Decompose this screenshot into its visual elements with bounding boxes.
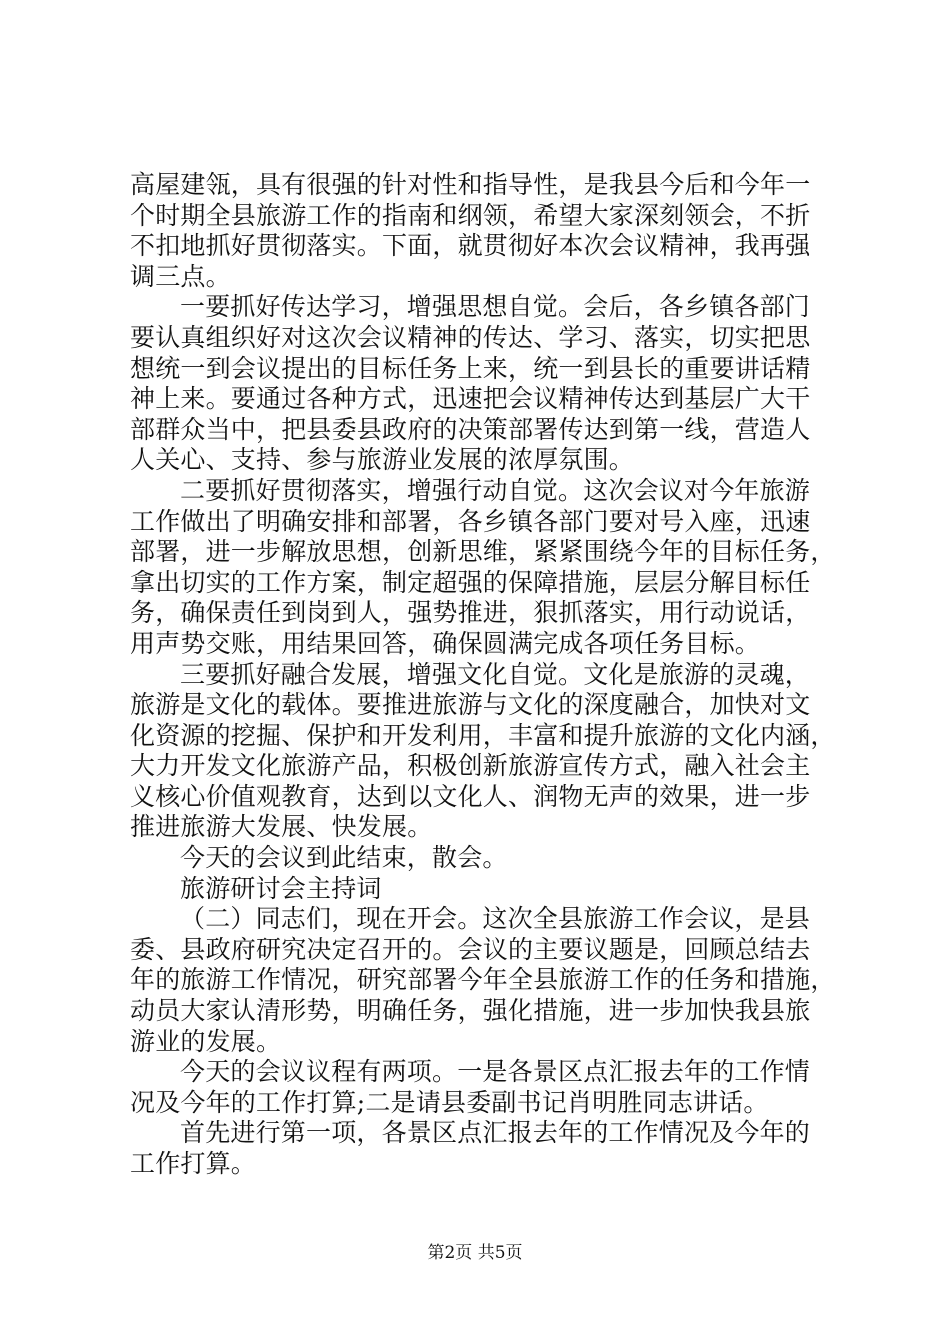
text-line: 人关心、支持、参与旅游业发展的浓厚氛围。 [130, 445, 635, 475]
text-line: 个时期全县旅游工作的指南和纲领，希望大家深刻领会，不折 [130, 200, 811, 230]
text-line: 旅游是文化的载体。要推进旅游与文化的深度融合，加快对文 [130, 690, 811, 720]
text-line: 况及今年的工作打算;二是请县委副书记肖明胜同志讲话。 [130, 1087, 769, 1117]
text-line: 年的旅游工作情况，研究部署今年全县旅游工作的任务和措施， [130, 965, 836, 995]
paragraph-start-line: 二要抓好贯彻落实，增强行动自觉。这次会议对今年旅游 [180, 475, 811, 505]
text-line: 部群众当中，把县委县政府的决策部署传达到第一线，营造人 [130, 414, 811, 444]
text-line: 务，确保责任到岗到人，强势推进，狠抓落实，用行动说话， [130, 598, 811, 628]
text-line: 拿出切实的工作方案，制定超强的保障措施，层层分解目标任 [130, 567, 811, 597]
text-line: 部署，进一步解放思想，创新思维，紧紧围绕今年的目标任务， [130, 537, 836, 567]
text-line: 神上来。要通过各种方式，迅速把会议精神传达到基层广大干 [130, 384, 811, 414]
paragraph-start-line: 今天的会议议程有两项。一是各景区点汇报去年的工作情 [180, 1057, 811, 1087]
paragraph-start-line: 今天的会议到此结束，散会。 [180, 843, 508, 873]
text-line: 义核心价值观教育，达到以文化人、润物无声的效果，进一步 [130, 781, 811, 811]
text-line: 工作打算。 [130, 1149, 257, 1178]
text-line: 推进旅游大发展、快发展。 [130, 812, 433, 842]
text-line: 工作做出了明确安排和部署，各乡镇各部门要对号入座，迅速 [130, 506, 811, 536]
text-line: 大力开发文化旅游产品，积极创新旅游宣传方式，融入社会主 [130, 751, 811, 781]
paragraph-start-line: （二）同志们，现在开会。这次全县旅游工作会议，是县 [180, 904, 811, 934]
text-line: 想统一到会议提出的目标任务上来，统一到县长的重要讲话精 [130, 353, 811, 383]
page-number-footer: 第2页 共5页 [427, 1243, 523, 1263]
text-line: 游业的发展。 [130, 1026, 282, 1056]
text-line: 不扣地抓好贯彻落实。下面，就贯彻好本次会议精神，我再强 [130, 231, 811, 261]
text-line: 高屋建瓴，具有很强的针对性和指导性，是我县今后和今年一 [130, 170, 811, 199]
section-heading: 旅游研讨会主持词 [180, 873, 382, 903]
text-line: 委、县政府研究决定召开的。会议的主要议题是，回顾总结去 [130, 934, 811, 964]
paragraph-start-line: 三要抓好融合发展，增强文化自觉。文化是旅游的灵魂， [180, 659, 811, 689]
text-line: 用声势交账，用结果回答，确保圆满完成各项任务目标。 [130, 628, 761, 658]
text-line: 化资源的挖掘、保护和开发利用，丰富和提升旅游的文化内涵， [130, 720, 836, 750]
text-line: 动员大家认清形势，明确任务，强化措施，进一步加快我县旅 [130, 996, 811, 1026]
document-body [130, 170, 836, 1180]
paragraph-start-line: 首先进行第一项，各景区点汇报去年的工作情况及今年的 [180, 1118, 811, 1148]
paragraph-start-line: 一要抓好传达学习，增强思想自觉。会后，各乡镇各部门 [180, 292, 811, 322]
text-line: 调三点。 [130, 261, 231, 291]
text-line: 要认真组织好对这次会议精神的传达、学习、落实，切实把思 [130, 322, 811, 352]
